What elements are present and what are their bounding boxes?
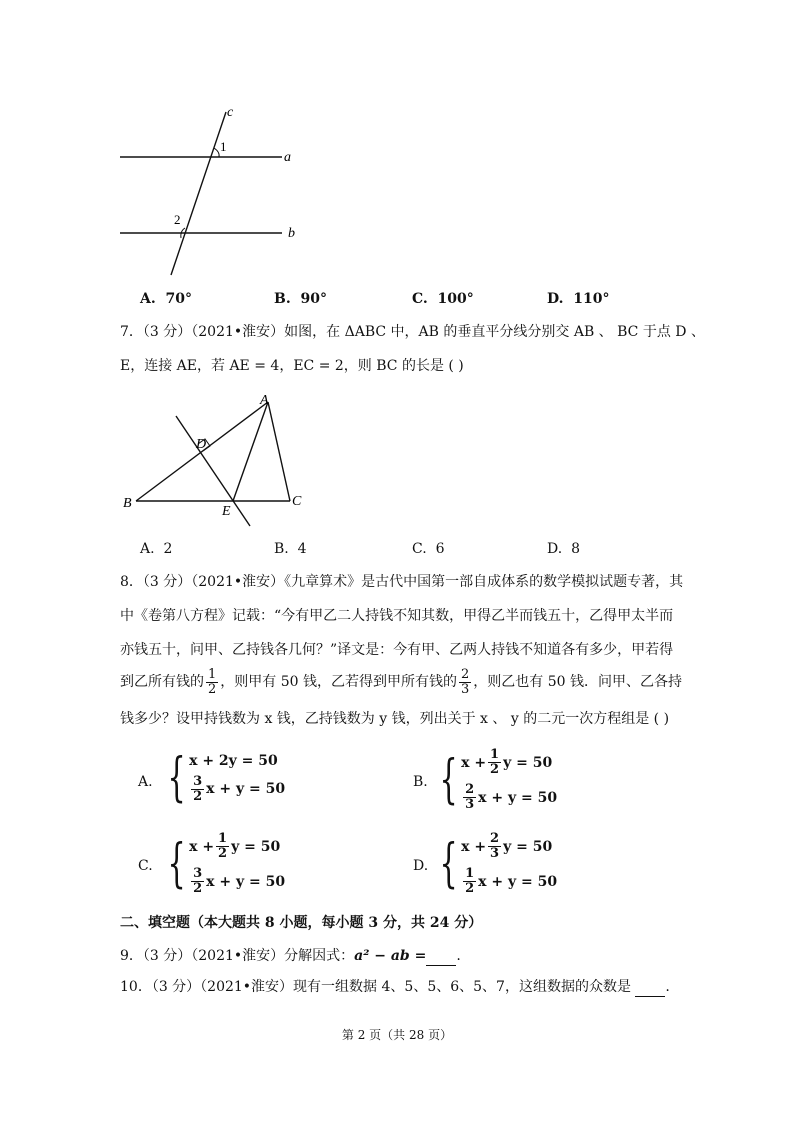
label-E: E — [222, 504, 231, 519]
q7-option-c: C. 6 — [412, 541, 445, 557]
q7-option-b: B. 4 — [274, 541, 307, 557]
q8-stem-line3: 亦钱五十，问甲、乙持钱各几何？”译文是：今有甲、乙两人持钱不知道各有多少，甲若得 — [120, 642, 674, 658]
line-c — [171, 112, 226, 275]
triangle-figure — [118, 388, 318, 533]
q8-option-c-letter: C. — [138, 858, 153, 874]
label-C: C — [292, 494, 302, 509]
q8-stem-line2: 中《卷第八方程》记载：“今有甲乙二人持钱不知其数，甲得乙半而钱五十，乙得甲太半而 — [120, 608, 674, 624]
q8-stem-line5: 钱多少？设甲持钱数为 x 钱，乙持钱数为 y 钱，列出关于 x 、 y 的二元一次方程组是 ( ) — [120, 711, 670, 727]
label-D: D — [196, 437, 207, 452]
q9-line: 9．（3 分）（2021•淮安）分解因式：a² − ab = . — [120, 948, 461, 964]
q8-option-a-letter: A. — [138, 774, 153, 790]
q10-answer-blank[interactable] — [635, 982, 665, 997]
brace-icon: { — [439, 750, 458, 810]
q8-stem-line4: 到乙所有钱的 $\frac{1}{2}$ ，则甲有 50 钱，乙若得到甲所有钱的 $\frac{2}{3}$ ，则乙也有 50 钱．问甲、乙各持 — [120, 666, 682, 697]
q7-option-d: D. 8 — [547, 541, 581, 557]
side-ac — [268, 402, 290, 501]
parallel-lines-figure — [110, 100, 310, 280]
fraction-two-thirds: $\frac{2}{3}$ — [461, 666, 470, 697]
q7-option-a: A. 2 — [140, 541, 173, 557]
q6-option-d: D. 110° — [547, 291, 610, 307]
q8-option-c-system: { x + $\frac{1}{2}$ y = 50 $\frac{3}{2}$ x + y = 50 — [167, 831, 286, 896]
q8-option-b-system: { x + $\frac{1}{2}$ y = 50 $\frac{2}{3}$ x + y = 50 — [439, 747, 558, 812]
q8-option-d-system: { x + $\frac{2}{3}$ y = 50 $\frac{1}{2}$ x + y = 50 — [439, 831, 558, 896]
page-footer: 第 2 页（共 28 页） — [341, 1028, 453, 1042]
segment-ae — [233, 402, 268, 501]
q8-stem-line1: 8．（3 分）（2021•淮安）《九章算术》是古代中国第一部自成体系的数学模拟试题专著，其 — [120, 574, 684, 590]
brace-icon: { — [439, 834, 458, 894]
q6-option-c: C. 100° — [412, 291, 474, 307]
q10-line: 10．（3 分）（2021•淮安）现有一组数据 4、5、5、6、5、7，这组数据的众数是 . — [120, 979, 670, 995]
brace-icon: { — [167, 748, 186, 808]
q6-option-b: B. 90° — [274, 291, 327, 307]
q9-answer-blank[interactable] — [426, 951, 456, 966]
q7-stem-line1: 7．（3 分）（2021•淮安）如图，在 ΔABC 中，AB 的垂直平分线分别交 AB 、 BC 于点 D 、 — [120, 324, 705, 340]
q8-option-a-system: { x + 2y = 50 $\frac{3}{2}$ x + y = 50 — [167, 748, 286, 808]
section-heading: 二、填空题（本大题共 8 小题，每小题 3 分，共 24 分） — [120, 915, 483, 931]
q8-option-b-letter: B. — [413, 774, 428, 790]
label-a: a — [284, 150, 291, 165]
angle-1-arc — [214, 148, 219, 157]
brace-icon: { — [167, 834, 186, 894]
perpendicular-bisector — [176, 416, 250, 526]
label-c: c — [227, 105, 234, 120]
q7-stem-line2: E，连接 AE，若 AE = 4，EC = 2，则 BC 的长是 ( ) — [120, 358, 464, 374]
label-b: b — [288, 226, 295, 241]
label-angle-2: 2 — [174, 212, 181, 227]
label-angle-1: 1 — [220, 139, 227, 154]
q8-option-d-letter: D. — [413, 858, 429, 874]
label-A: A — [260, 393, 269, 408]
label-B: B — [123, 496, 132, 511]
q6-option-a: A. 70° — [140, 291, 192, 307]
fraction-one-half: $\frac{1}{2}$ — [208, 666, 217, 697]
